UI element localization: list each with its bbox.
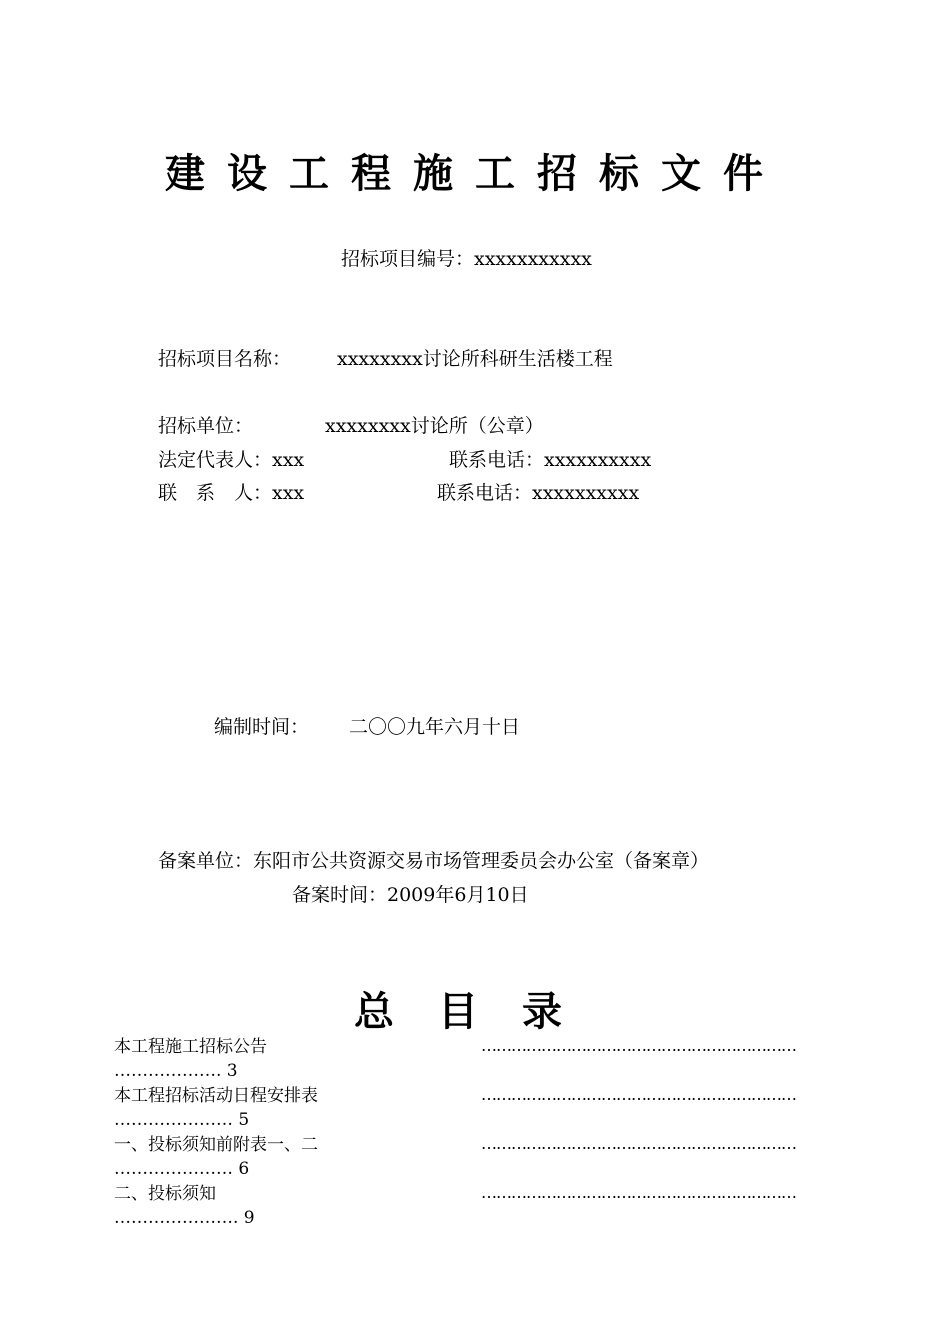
toc-leader-dots: ……………………………………………………… xyxy=(481,1085,796,1104)
filing-time: 备案时间：2009年6月10日 xyxy=(292,884,529,906)
project-name-label: 招标项目名称： xyxy=(158,348,292,370)
project-number: 招标项目编号：xxxxxxxxxxx xyxy=(341,248,592,270)
compile-date: 二〇〇九年六月十日 xyxy=(349,716,521,738)
legal-representative: 法定代表人：xxx xyxy=(158,449,305,471)
toc-item-title[interactable]: 二、投标须知 xyxy=(114,1184,216,1204)
toc-item-title[interactable]: 本工程招标活动日程安排表 xyxy=(114,1086,318,1106)
toc-item-title[interactable]: 本工程施工招标公告 xyxy=(114,1037,267,1057)
contact-phone-2: 联系电话：xxxxxxxxxx xyxy=(437,482,640,504)
toc-item-title[interactable]: 一、投标须知前附表一、二 xyxy=(114,1135,318,1155)
tender-unit-value: xxxxxxxx讨论所（公章） xyxy=(325,415,544,437)
toc-page-number: ………………… 5 xyxy=(114,1110,250,1130)
filing-unit: 备案单位：东阳市公共资源交易市场管理委员会办公室（备案章） xyxy=(158,850,710,872)
document-title: 建设工程施工招标文件 xyxy=(165,151,785,197)
contact-person: 联 系 人：xxx xyxy=(158,482,305,504)
contact-phone-1: 联系电话：xxxxxxxxxx xyxy=(449,449,652,471)
toc-page-number: ………………… 6 xyxy=(114,1159,250,1179)
toc-title: 总目录 xyxy=(354,989,606,1035)
compile-time-label: 编制时间： xyxy=(214,716,310,738)
toc-leader-dots: ……………………………………………………… xyxy=(481,1183,796,1202)
toc-page-number: …………………. 9 xyxy=(114,1208,255,1228)
toc-page-number: ………………. 3 xyxy=(114,1061,238,1081)
tender-unit-label: 招标单位： xyxy=(158,415,254,437)
toc-leader-dots: ……………………………………………………… xyxy=(481,1134,796,1153)
project-name-value: xxxxxxxx讨论所科研生活楼工程 xyxy=(337,348,613,370)
toc-leader-dots: ……………………………………………………… xyxy=(481,1036,796,1055)
